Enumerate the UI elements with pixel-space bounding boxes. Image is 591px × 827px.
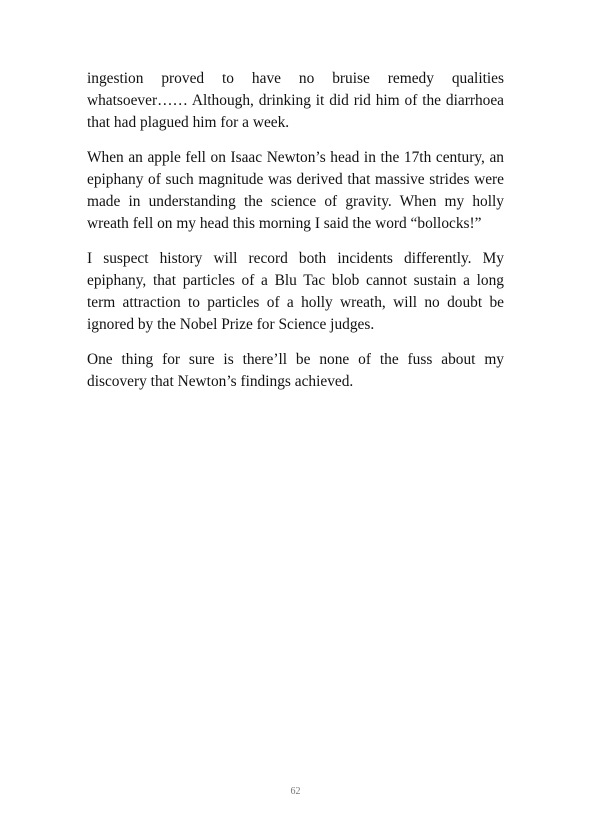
paragraph-2: When an apple fell on Isaac Newton’s head in the 17th century, an epiphany of such magnitude was derived that massive strides were made in understanding the science of gravity. When my holly wreath fell on my head this morning I said the word “bollocks!” [87,149,504,232]
paragraph-3: I suspect history will record both incidents differently. My epiphany, that particles of a Blu Tac blob cannot sustain a long term attraction to particles of a holly wreath, will no doubt be ignored by the Nobel Prize for Science judges. [87,250,504,333]
page-number: 62 [290,786,301,797]
paragraph-1: ingestion proved to have no bruise remedy qualities whatsoever…… Although, drinking it did rid him of the diarrhoea that had plagued him for a week. [87,70,504,131]
body-text [87,68,504,406]
paragraph-4: One thing for sure is there’ll be none of the fuss about my discovery that Newton’s findings achieved. [87,351,504,390]
